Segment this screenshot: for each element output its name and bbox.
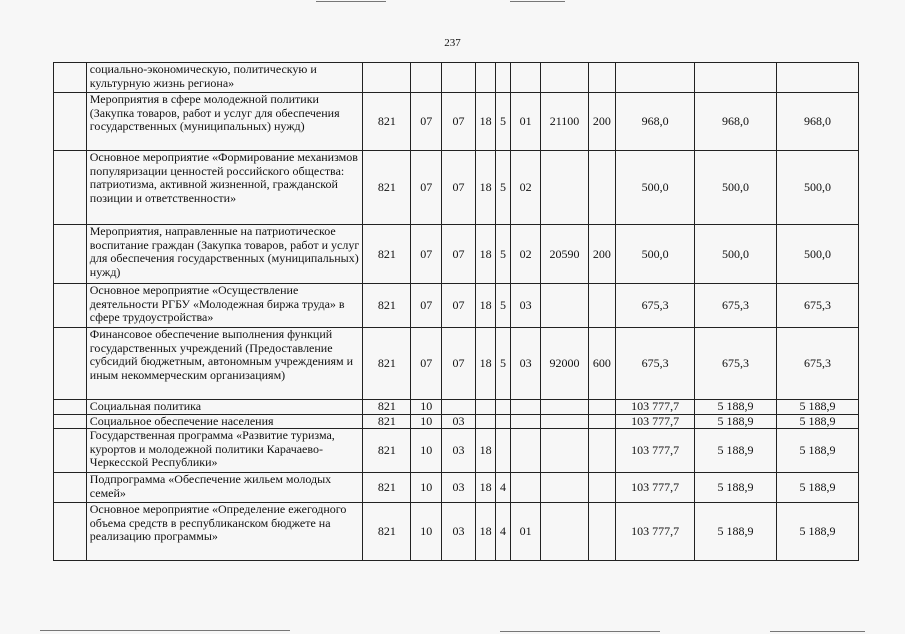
cell-pr: 03 xyxy=(442,429,476,473)
cell-vr xyxy=(588,503,616,561)
table-row xyxy=(54,225,859,284)
cell-gp: 18 xyxy=(475,284,495,328)
table-row xyxy=(54,151,859,225)
cell-sum3: 500,0 xyxy=(776,225,858,284)
cell-me: 03 xyxy=(510,284,541,328)
row-name-cell: Основное мероприятие «Определение ежегодного объема средств в республиканском бюджете на реализацию программы» xyxy=(86,503,363,561)
cell-pr xyxy=(442,400,476,415)
cell-sum1: 103 777,7 xyxy=(616,400,695,415)
cell-pp xyxy=(496,63,510,93)
cell-sum2: 5 188,9 xyxy=(695,503,777,561)
row-margin-cell xyxy=(54,93,87,151)
cell-ved: 821 xyxy=(363,328,411,400)
cell-napr xyxy=(541,284,588,328)
row-name-cell: Подпрограмма «Обеспечение жильем молодых семей» xyxy=(86,473,363,503)
cell-me xyxy=(510,414,541,429)
row-name-cell: Мероприятия в сфере молодежной политики (Закупка товаров, работ и услуг для обеспечения государственных (муниципальных) нужд) xyxy=(86,93,363,151)
cell-gp: 18 xyxy=(475,473,495,503)
cell-me xyxy=(510,63,541,93)
cell-pp: 5 xyxy=(496,93,510,151)
cell-rz: 07 xyxy=(411,225,442,284)
cell-sum3: 5 188,9 xyxy=(776,473,858,503)
cell-pp xyxy=(496,429,510,473)
cell-sum1: 103 777,7 xyxy=(616,414,695,429)
cell-pr: 03 xyxy=(442,503,476,561)
table-row xyxy=(54,414,859,429)
cell-pr: 07 xyxy=(442,225,476,284)
cell-pp: 5 xyxy=(496,151,510,225)
cell-pr xyxy=(442,63,476,93)
table-row xyxy=(54,328,859,400)
cell-me xyxy=(510,473,541,503)
cell-rz: 10 xyxy=(411,473,442,503)
cell-vr xyxy=(588,63,616,93)
row-margin-cell xyxy=(54,503,87,561)
cell-gp: 18 xyxy=(475,429,495,473)
cell-napr xyxy=(541,503,588,561)
cell-sum1 xyxy=(616,63,695,93)
cell-sum2: 500,0 xyxy=(695,225,777,284)
cell-vr: 200 xyxy=(588,225,616,284)
cell-pr: 03 xyxy=(442,414,476,429)
cell-ved: 821 xyxy=(363,429,411,473)
cell-sum2: 968,0 xyxy=(695,93,777,151)
page-number: 237 xyxy=(444,37,461,49)
cell-sum1: 103 777,7 xyxy=(616,503,695,561)
cell-sum2: 675,3 xyxy=(695,328,777,400)
row-margin-cell xyxy=(54,473,87,503)
cell-napr xyxy=(541,400,588,415)
cell-rz: 10 xyxy=(411,414,442,429)
scan-line-top-1 xyxy=(316,1,386,2)
table-row xyxy=(54,429,859,473)
cell-pr: 07 xyxy=(442,328,476,400)
table-row xyxy=(54,63,859,93)
cell-sum3: 500,0 xyxy=(776,151,858,225)
table-row xyxy=(54,284,859,328)
cell-rz: 10 xyxy=(411,429,442,473)
cell-sum3: 5 188,9 xyxy=(776,503,858,561)
row-margin-cell xyxy=(54,284,87,328)
cell-rz: 10 xyxy=(411,503,442,561)
table-row xyxy=(54,93,859,151)
cell-ved: 821 xyxy=(363,503,411,561)
cell-me xyxy=(510,400,541,415)
cell-sum1: 675,3 xyxy=(616,284,695,328)
cell-vr xyxy=(588,284,616,328)
cell-napr xyxy=(541,414,588,429)
cell-me: 03 xyxy=(510,328,541,400)
scan-line-top-2 xyxy=(510,1,565,2)
row-name-cell: Основное мероприятие «Формирование механизмов популяризации ценностей российского общества: патриотизма, активной жизненной, гражданской позиции и ответственности» xyxy=(86,151,363,225)
row-name-cell: Государственная программа «Развитие туризма, курортов и молодежной политики Карачаево-Черкесской Республики» xyxy=(86,429,363,473)
cell-rz: 10 xyxy=(411,400,442,415)
cell-pp xyxy=(496,414,510,429)
cell-pp: 5 xyxy=(496,284,510,328)
cell-sum1: 500,0 xyxy=(616,151,695,225)
cell-ved: 821 xyxy=(363,473,411,503)
cell-ved: 821 xyxy=(363,400,411,415)
row-margin-cell xyxy=(54,328,87,400)
row-name-cell: Социальное обеспечение населения xyxy=(86,414,363,429)
cell-gp: 18 xyxy=(475,151,495,225)
cell-napr: 21100 xyxy=(541,93,588,151)
cell-vr xyxy=(588,414,616,429)
cell-me: 01 xyxy=(510,503,541,561)
cell-rz: 07 xyxy=(411,93,442,151)
cell-pr: 07 xyxy=(442,284,476,328)
cell-gp: 18 xyxy=(475,328,495,400)
row-name-cell: Основное мероприятие «Осуществление деятельности РГБУ «Молодежная биржа труда» в сфере трудоустройства» xyxy=(86,284,363,328)
cell-rz: 07 xyxy=(411,284,442,328)
row-margin-cell xyxy=(54,151,87,225)
cell-ved: 821 xyxy=(363,225,411,284)
cell-pr: 07 xyxy=(442,151,476,225)
cell-sum3: 968,0 xyxy=(776,93,858,151)
cell-napr: 20590 xyxy=(541,225,588,284)
cell-me: 01 xyxy=(510,93,541,151)
cell-sum2: 500,0 xyxy=(695,151,777,225)
row-margin-cell xyxy=(54,414,87,429)
cell-gp xyxy=(475,400,495,415)
row-name-cell: Финансовое обеспечение выполнения функций государственных учреждений (Предоставление субсидий бюджетным, автономным учреждениям и иным некоммерческим организациям) xyxy=(86,328,363,400)
row-name-cell: социально-экономическую, политическую и культурную жизнь региона» xyxy=(86,63,363,93)
row-margin-cell xyxy=(54,400,87,415)
table-row xyxy=(54,473,859,503)
cell-ved xyxy=(363,63,411,93)
row-name-cell: Социальная политика xyxy=(86,400,363,415)
cell-sum2: 5 188,9 xyxy=(695,414,777,429)
cell-sum1: 968,0 xyxy=(616,93,695,151)
table-row xyxy=(54,503,859,561)
cell-sum1: 500,0 xyxy=(616,225,695,284)
cell-napr xyxy=(541,151,588,225)
cell-napr xyxy=(541,63,588,93)
table-row xyxy=(54,400,859,415)
cell-rz: 07 xyxy=(411,151,442,225)
cell-ved: 821 xyxy=(363,284,411,328)
cell-me xyxy=(510,429,541,473)
cell-sum2: 675,3 xyxy=(695,284,777,328)
cell-sum3 xyxy=(776,63,858,93)
cell-pp: 4 xyxy=(496,473,510,503)
cell-gp xyxy=(475,414,495,429)
cell-gp xyxy=(475,63,495,93)
row-margin-cell xyxy=(54,63,87,93)
cell-ved: 821 xyxy=(363,151,411,225)
cell-napr xyxy=(541,429,588,473)
cell-pp: 4 xyxy=(496,503,510,561)
cell-me: 02 xyxy=(510,225,541,284)
cell-ved: 821 xyxy=(363,414,411,429)
row-margin-cell xyxy=(54,225,87,284)
table-body xyxy=(54,63,859,561)
scan-line-bottom-1 xyxy=(40,630,290,631)
cell-gp: 18 xyxy=(475,225,495,284)
scan-line-bottom-2 xyxy=(500,631,660,632)
row-name-cell: Мероприятия, направленные на патриотическое воспитание граждан (Закупка товаров, работ и услуг для обеспечения государственных (муниципальных) нужд) xyxy=(86,225,363,284)
cell-pp: 5 xyxy=(496,328,510,400)
row-margin-cell xyxy=(54,429,87,473)
cell-sum2: 5 188,9 xyxy=(695,400,777,415)
cell-ved: 821 xyxy=(363,93,411,151)
scan-line-bottom-3 xyxy=(770,631,865,632)
cell-napr xyxy=(541,473,588,503)
cell-sum3: 5 188,9 xyxy=(776,429,858,473)
cell-vr xyxy=(588,400,616,415)
cell-pp: 5 xyxy=(496,225,510,284)
cell-sum3: 5 188,9 xyxy=(776,414,858,429)
budget-table xyxy=(53,62,859,561)
cell-gp: 18 xyxy=(475,503,495,561)
cell-sum1: 103 777,7 xyxy=(616,473,695,503)
cell-pr: 03 xyxy=(442,473,476,503)
cell-vr xyxy=(588,473,616,503)
cell-rz xyxy=(411,63,442,93)
cell-me: 02 xyxy=(510,151,541,225)
cell-vr: 600 xyxy=(588,328,616,400)
cell-vr xyxy=(588,429,616,473)
cell-sum3: 5 188,9 xyxy=(776,400,858,415)
cell-sum3: 675,3 xyxy=(776,328,858,400)
cell-sum2 xyxy=(695,63,777,93)
cell-vr: 200 xyxy=(588,93,616,151)
cell-sum1: 103 777,7 xyxy=(616,429,695,473)
cell-sum2: 5 188,9 xyxy=(695,429,777,473)
cell-rz: 07 xyxy=(411,328,442,400)
cell-sum3: 675,3 xyxy=(776,284,858,328)
cell-gp: 18 xyxy=(475,93,495,151)
cell-napr: 92000 xyxy=(541,328,588,400)
cell-sum1: 675,3 xyxy=(616,328,695,400)
cell-pr: 07 xyxy=(442,93,476,151)
cell-vr xyxy=(588,151,616,225)
cell-sum2: 5 188,9 xyxy=(695,473,777,503)
cell-pp xyxy=(496,400,510,415)
